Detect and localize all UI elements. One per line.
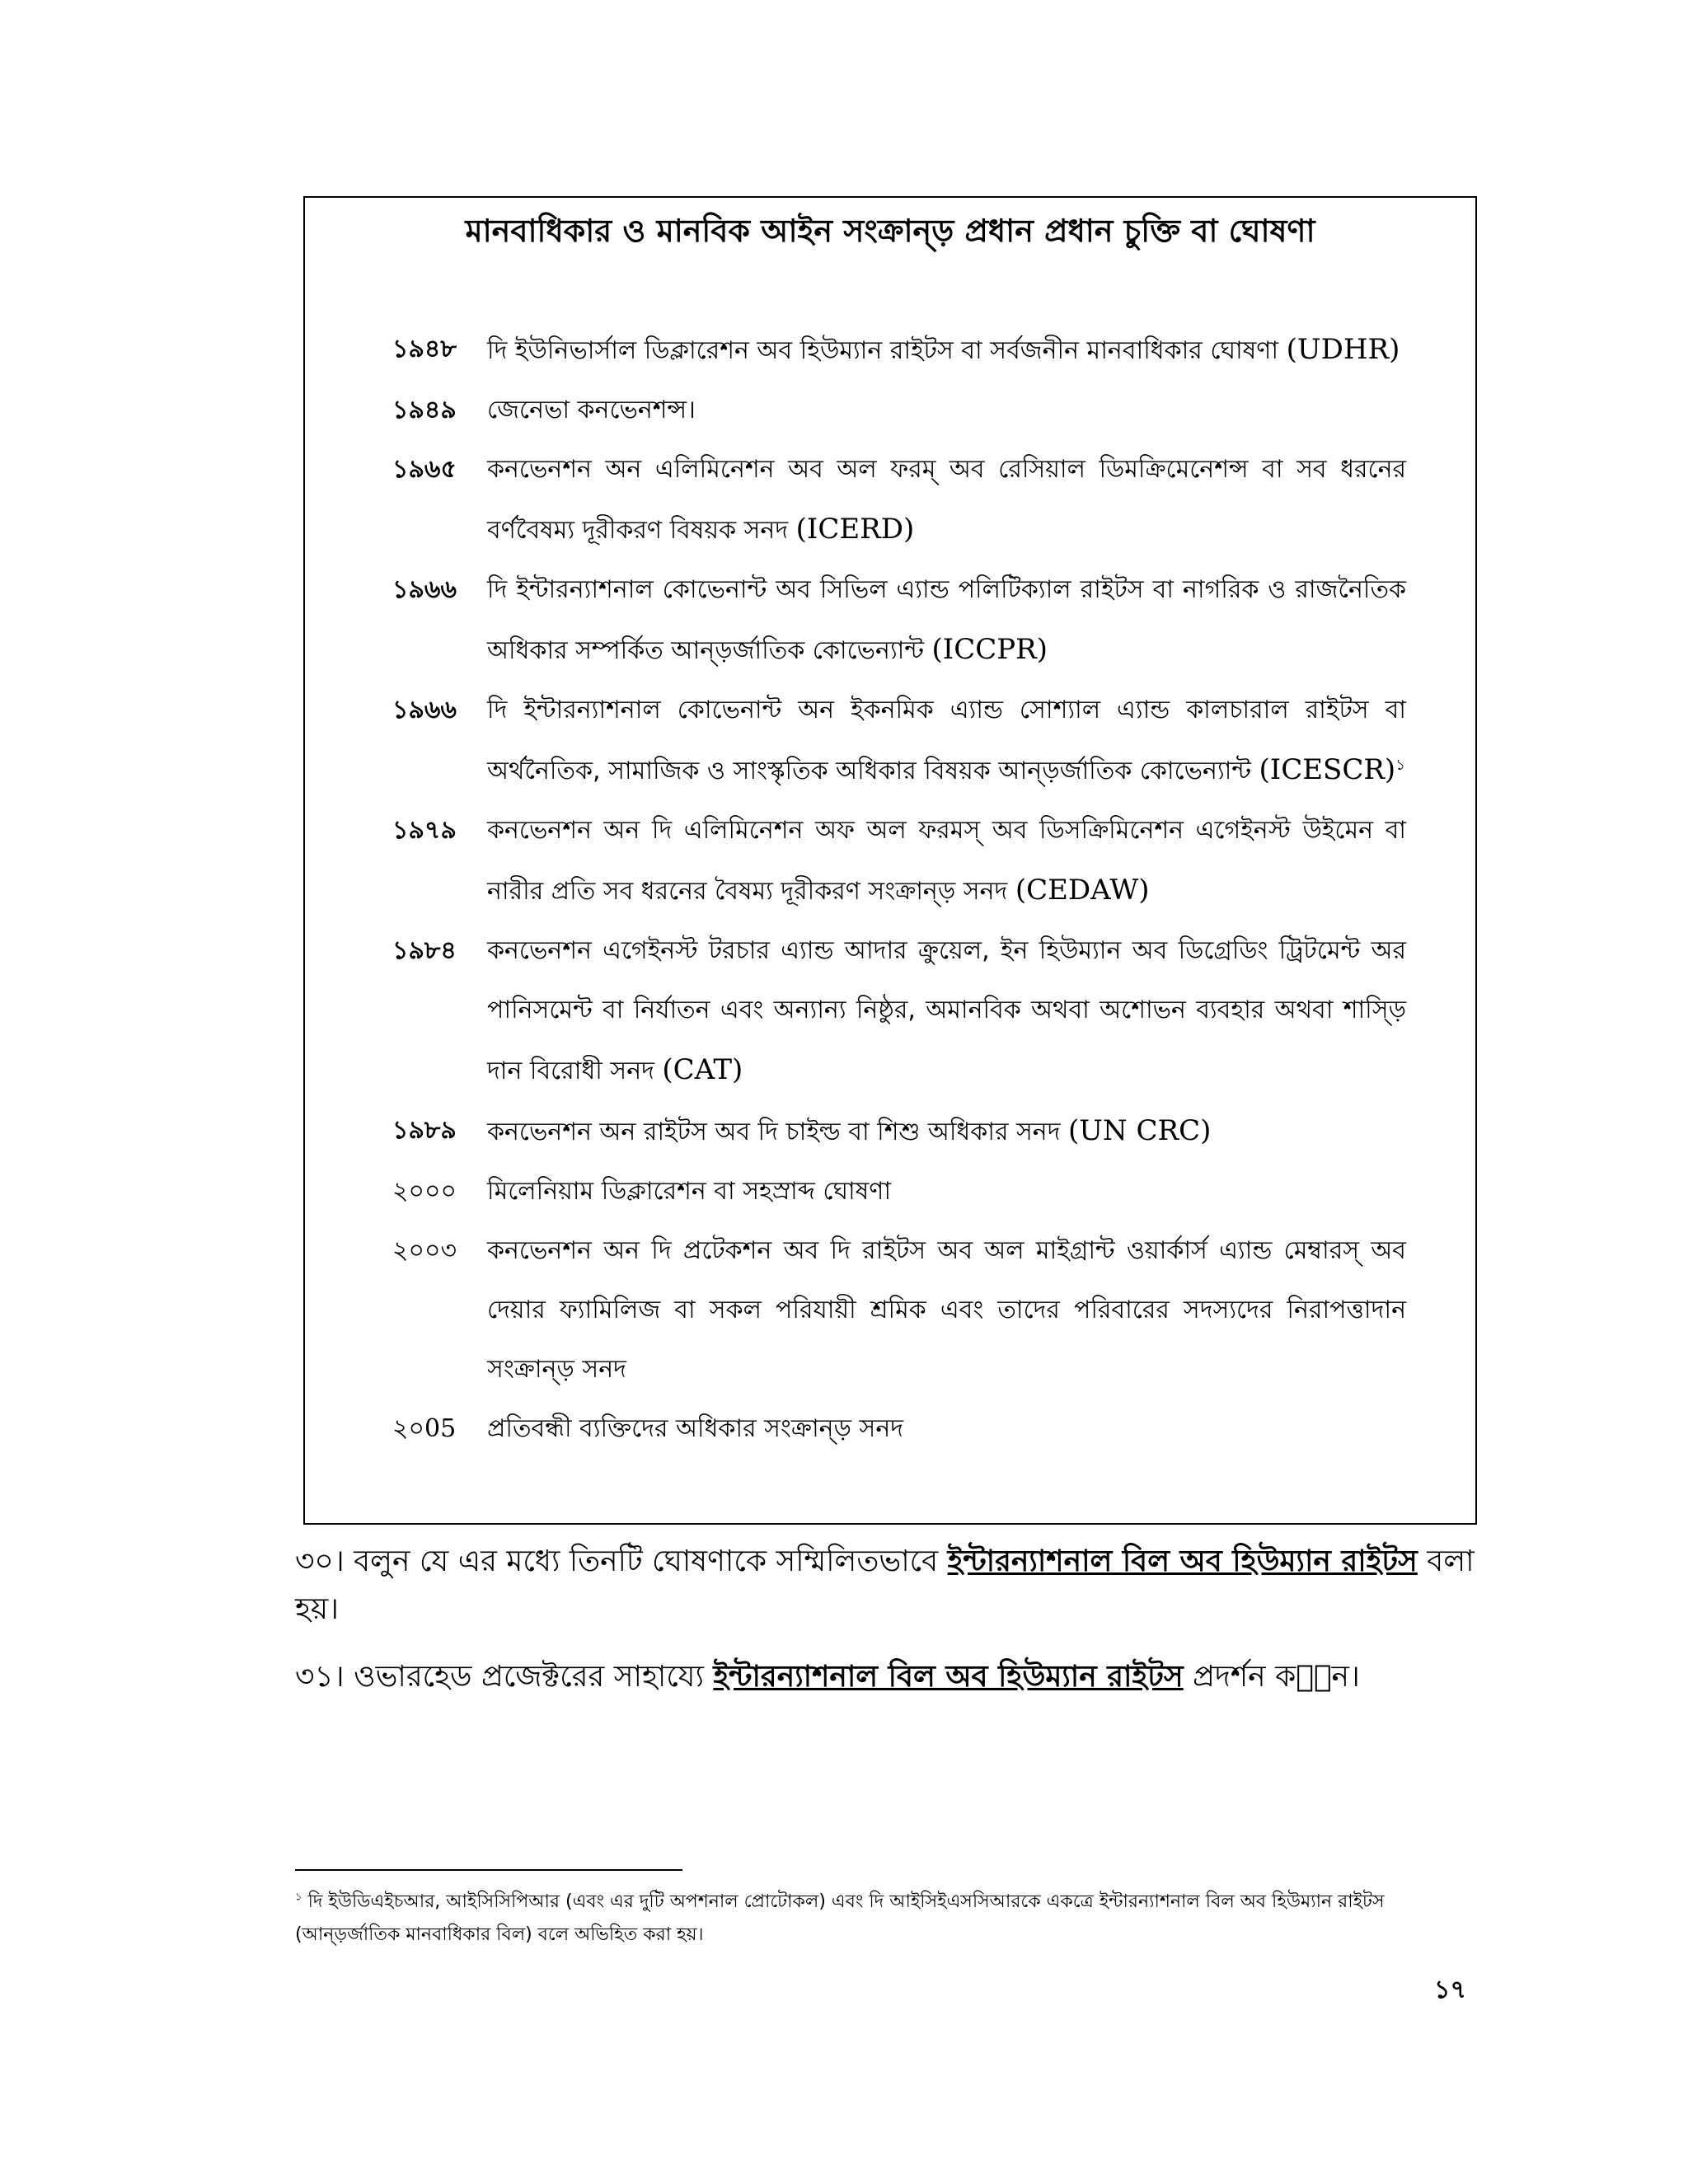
entry-text: প্রতিবন্ধী ব্যক্তিদের অধিকার সংক্রান্ড় সনদ — [487, 1414, 903, 1443]
treaty-entry — [392, 1221, 1406, 1399]
entry-year: ২০05 — [392, 1414, 457, 1443]
treaty-list — [392, 320, 1406, 1459]
entry-text: কনভেনশন অন রাইটস অব দি চাইল্ড বা শিশু অধিকার সনদ (UN CRC) — [487, 1114, 1212, 1147]
entry-text: দি ইন্টারন্যাশনাল কোভেনান্ট অন ইকনমিক এ্যান্ড সোশ্যাল এ্যান্ড কালচারাল রাইটস বা অর্থনৈতিক, সামাজিক ও সাংস্কৃতিক অধিকার বিষয়ক আন্ড়র্জাতিক কোভেন্যান্ট (ICESCR)$^১$ — [487, 696, 1406, 786]
entry-text: কনভেনশন অন এলিমিনেশন অব অল ফরম্ অব রেসিয়াল ডিমক্রিমেনেশন্স বা সব ধরনের বর্ণবৈষম্য দূরীকরণ বিষয়ক সনদ (ICERD) — [487, 455, 1406, 546]
treaty-entry — [392, 440, 1406, 560]
footnote-divider — [295, 1869, 682, 1871]
treaty-entry — [392, 801, 1406, 921]
entry-year: ১৯৮৪ — [392, 936, 457, 965]
footnote-text: দি ইউডিএইচআর, আইসিসিপিআর (এবং এর দুটি অপশনাল প্রোটোকল) এবং দি আইসিইএসসিআরকে একত্রে ইন্টারন্যাশনাল বিল অব হিউম্যান রাইটস (আন্ড়র্জাতিক মানবাধিকার বিল) বলে অভিহিত করা হয়। — [295, 1891, 1385, 1945]
entry-text: কনভেনশন অন দি প্রটেকশন অব দি রাইটস অব অল মাইগ্রান্ট ওয়ার্কার্স এ্যান্ড মেম্বারস্ অব দেয়ার ফ্যামিলিজ বা সকল পরিযায়ী শ্রমিক এবং তাদের পরিবারের সদস্যদের নিরাপত্তাদান সংক্রান্ড় সনদ — [487, 1236, 1406, 1384]
treaty-entry — [392, 921, 1406, 1101]
paragraph-30: ৩০। বলুন যে এর মধ্যে তিনটি ঘোষণাকে সম্মিলিতভাবে ইন্টারন্যাশনাল বিল অব হিউম্যান রাইটস বলা হয়। — [295, 1544, 1475, 1626]
entry-year: ১৯৬৫ — [392, 455, 457, 484]
entry-abbr: (ICCPR) — [931, 633, 1048, 666]
treaty-entry — [392, 560, 1406, 681]
treaty-entry — [392, 320, 1406, 381]
entry-abbr: (ICESCR) — [1259, 753, 1396, 786]
entry-abbr: (ICERD) — [795, 513, 915, 546]
entry-text: মিলেনিয়াম ডিক্লারেশন বা সহস্রাব্দ ঘোষণা — [487, 1177, 892, 1206]
entry-year: ১৯৭৯ — [392, 816, 457, 845]
entry-text: জেনেভা কনভেনশন্স। — [487, 396, 696, 424]
entry-year: ১৯৪৮ — [392, 335, 457, 363]
bill-of-rights-highlight: ইন্টারন্যাশনাল বিল অব হিউম্যান রাইটস — [947, 1544, 1418, 1578]
treaty-entry — [392, 1162, 1406, 1221]
page-number: ১৭ — [1434, 1975, 1466, 2004]
footnote-ref: ১ — [1395, 757, 1405, 774]
paragraph-31: ৩১। ওভারহেড প্রজেক্টরের সাহায্যে ইন্টারন্যাশনাল বিল অব হিউম্যান রাইটস প্রদর্শন কর͔ন। — [295, 1660, 1360, 1694]
entry-year: ১৯৪৯ — [392, 396, 457, 424]
treaty-entry — [392, 681, 1406, 801]
entry-year: ২০০০ — [392, 1177, 457, 1206]
entry-year: ২০০৩ — [392, 1236, 457, 1265]
entry-text: কনভেনশন এগেইনস্ট টরচার এ্যান্ড আদার ক্রুয়েল, ইন হিউম্যান অব ডিগ্রেডিং ট্রিটমেন্ট অর পানিসমেন্ট বা নির্যাতন এবং অন্যান্য নিষ্ঠুর, অমানবিক অথবা অশোভন ব্যবহার অথবা শাস্ড়ি দান বিরোধী সনদ (CAT) — [487, 936, 1406, 1086]
box-title: মানবাধিকার ও মানবিক আইন সংক্রান্ড় প্রধান প্রধান চুক্তি বা ঘোষণা — [465, 213, 1315, 249]
treaty-entry — [392, 1399, 1406, 1459]
treaty-entry — [392, 381, 1406, 440]
footnote — [295, 1886, 1485, 1952]
treaties-box — [303, 196, 1477, 1525]
entry-abbr: (CAT) — [662, 1053, 743, 1086]
entry-text: দি ইন্টারন্যাশনাল কোভেনান্ট অব সিভিল এ্যান্ড পলিটিক্যাল রাইটস বা নাগরিক ও রাজনৈতিক অধিকার সম্পর্কিত আন্ড়র্জাতিক কোভেন্যান্ট (ICCPR) — [487, 575, 1406, 666]
entry-year: ১৯৬৬ — [392, 575, 457, 604]
treaty-entry — [392, 1101, 1406, 1162]
entry-year: ১৯৮৯ — [392, 1116, 457, 1145]
entry-text: দি ইউনিভার্সাল ডিক্লারেশন অব হিউম্যান রাইটস বা সর্বজনীন মানবাধিকার ঘোষণা (UDHR) — [487, 333, 1400, 366]
entry-abbr: (CEDAW) — [1015, 874, 1150, 907]
entry-text: কনভেনশন অন দি এলিমিনেশন অফ অল ফরমস্ অব ডিসক্রিমিনেশন এগেইনস্ট উইমেন বা নারীর প্রতি সব ধরনের বৈষম্য দূরীকরণ সংক্রান্ড় সনদ (CEDAW) — [487, 816, 1406, 907]
bill-of-rights-highlight: ইন্টারন্যাশনাল বিল অব হিউম্যান রাইটস — [713, 1660, 1184, 1694]
entry-abbr: (UDHR) — [1286, 333, 1400, 366]
entry-year: ১৯৬৬ — [392, 696, 457, 724]
footnote-marker: ১ — [295, 1891, 302, 1904]
entry-abbr: (UN CRC) — [1068, 1114, 1212, 1147]
